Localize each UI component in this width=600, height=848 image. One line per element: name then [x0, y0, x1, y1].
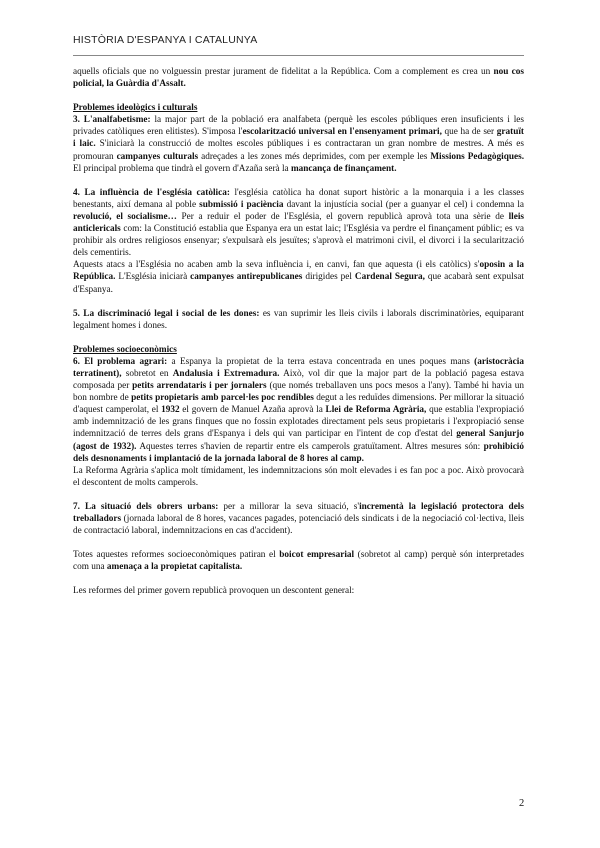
bold-run: (aristocràcia terratinent),: [73, 356, 524, 379]
bold-run: 6. El problema agrari:: [73, 356, 168, 367]
bold-run: Missions Pedagògiques.: [430, 151, 525, 162]
bold-run: gratuït i laic.: [73, 127, 524, 150]
bold-run: campanyes antirepublicanes: [190, 272, 303, 283]
text-run: (jornada laboral de 8 hores, vacances pagades, potenciació dels sindicats i de la negociació col·lectiva, lleis de contractació laboral, indemnitzacions en cas d'accident).: [73, 514, 524, 537]
bold-run: prohibició dels desnonaments i implantació de la jornada laboral de 8 hores al camp.: [73, 441, 524, 464]
text-run: Per a reduir el poder de l'Església, el govern republicà aprovà tota una sèrie de: [176, 211, 509, 222]
section-heading-text: Problemes ideològics i culturals: [73, 103, 198, 114]
text-run: L'Església iniciarà: [115, 272, 191, 283]
paragraph-obrers: [73, 501, 524, 537]
text-run: El principal problema que tindrà el govern d'Azaña serà la: [73, 163, 291, 174]
text-run: aquells oficials que no volguessin prestar jurament de fidelitat a la República. Com a complement es crea un: [73, 67, 494, 77]
running-header: HISTÒRIA D'ESPANYA I CATALUNYA: [73, 34, 258, 46]
bold-run: boicot empresarial: [279, 550, 355, 561]
bold-run: campanyes culturals: [116, 151, 199, 162]
bold-run: 5. La discriminació legal i social de les dones:: [73, 308, 260, 319]
paragraph-agrari: [73, 356, 524, 465]
bold-run: Cardenal Segura,: [354, 272, 425, 283]
paragraph-analfabetisme: [73, 114, 524, 174]
bold-run: oposin a la República.: [73, 260, 524, 283]
text-run: que acabarà sent expulsat d'Espanya.: [73, 272, 525, 295]
bold-run: incrementà la legislació protectora dels treballadors: [73, 501, 524, 524]
paragraph-dones: [73, 308, 524, 332]
bold-run: petits arrendataris i per jornalers: [132, 381, 267, 392]
bold-run: Andalusia i Extremadura.: [172, 368, 280, 379]
page-number: 2: [519, 798, 525, 809]
intro-paragraph: [73, 66, 524, 90]
bold-run: escolarització universal en l'ensenyament primari,: [242, 127, 442, 138]
section-heading-socio: [73, 344, 524, 356]
bold-run: general Sanjurjo (agost de 1932).: [73, 429, 524, 452]
bold-run: 4. La influència de l'església catòlica:: [73, 187, 230, 198]
text-run: a Espanya la propietat de la terra estava concentrada en unes poques mans: [167, 356, 475, 367]
bold-run: amenaça a la propietat capitalista.: [106, 562, 243, 573]
bold-run: nou cos policial, la Guàrdia d'Assalt.: [73, 67, 524, 90]
text-run: que establia l'expropiació amb indemnització de les grans finques que no fossin explotades directament pels seus propietaris i l'expropiació sense indemnització de terres dels grans d'Espanya i dels qui van participar en l'intent de cop d'estat del: [73, 405, 524, 440]
text-run: Aquestes terres s'havien de repartir entre els camperols gratuïtament. Altres mesures són:: [136, 441, 484, 452]
text-run: Totes aquestes reformes socioeconòmiques patiran el: [73, 550, 280, 561]
bold-run: lleis anticlericals: [73, 211, 524, 235]
header-divider: [73, 55, 524, 56]
text-run: per a millorar la seva situació, s': [218, 501, 360, 512]
paragraph-descontent: Les reformes del primer govern republicà provoquen un descontent general:: [73, 586, 355, 597]
paragraph-esglesia-continuation: [73, 259, 524, 295]
bold-run: submissió i paciència: [199, 199, 284, 210]
section-heading-text: Problemes socioeconòmics: [73, 344, 177, 355]
text-run: (sobretot al camp) perquè són interpretades com una: [73, 550, 524, 573]
bold-run: 1932: [161, 405, 180, 416]
text-run: S'iniciarà la construcció de moltes escoles públiques i es contractaran un gran nombre de mestres. A més es promouran: [73, 139, 524, 162]
text-run: adreçades a les zones més deprimides, com per exemple les: [198, 151, 431, 162]
paragraph-reforma-agraria: La Reforma Agrària s'aplica molt tímidament, les indemnitzacions són molt elevades i es fan poc a poc. Això provocarà el descontent de molts camperols.: [73, 465, 524, 488]
paragraph-boicot: [73, 549, 524, 573]
text-run: que ha de ser: [441, 127, 497, 138]
text-run: la major part de la població era analfabeta (perquè les escoles públiques eren insuficients i les privades catòliques eren elitistes). S'imposa l': [73, 115, 524, 138]
text-run: el govern de Manuel Azaña aprovà la: [179, 405, 326, 416]
page-body: [73, 66, 524, 597]
text-run: sobretot en: [121, 368, 173, 379]
text-run: davant la injustícia social (per a guanyar el cel) i condemna la: [283, 199, 525, 210]
text-run: com: la Constitució establia que Espanya era un estat laic; l'Església va perdre el finançament públic; es va prohibir als ordres religiosos ensenyar; s'expulsarà els jesuïtes; s'aprovà el matrimoni civil, el divorci i la secularització dels cementiris.: [73, 224, 524, 259]
text-run: es van suprimir les lleis civils i laborals discriminatòries, equiparant legalment homes i dones.: [73, 308, 524, 331]
text-run: l'església catòlica ha donat suport històric a la monarquia i a les classes benestants, així demana al poble: [73, 187, 524, 210]
text-run: dirigides pel: [302, 272, 355, 283]
bold-run: revolució, el socialisme…: [73, 211, 177, 222]
bold-run: 3. L'analfabetisme:: [73, 115, 151, 126]
bold-run: 7. La situació dels obrers urbans:: [73, 501, 219, 512]
section-heading-ideologic: [73, 102, 524, 114]
bold-run: petits propietaris amb parcel·les poc rendibles: [131, 393, 314, 404]
text-run: (que només treballaven uns pocs mesos a l'any). També hi havia un bon nombre de: [73, 381, 524, 404]
paragraph-esglesia: [73, 187, 524, 260]
text-run: degut a les reduïdes dimensions. Per millorar la situació d'aquest camperolat, el: [73, 393, 524, 416]
text-run: Això, vol dir que la major part de la població pagesa estava composada per: [73, 368, 525, 392]
bold-run: mancança de finançament.: [290, 163, 397, 174]
bold-run: Llei de Reforma Agrària,: [325, 405, 427, 416]
text-run: Aquests atacs a l'Església no acaben amb la seva influència i, en canvi, fan que aquesta (i els catòlics) s': [73, 260, 480, 271]
